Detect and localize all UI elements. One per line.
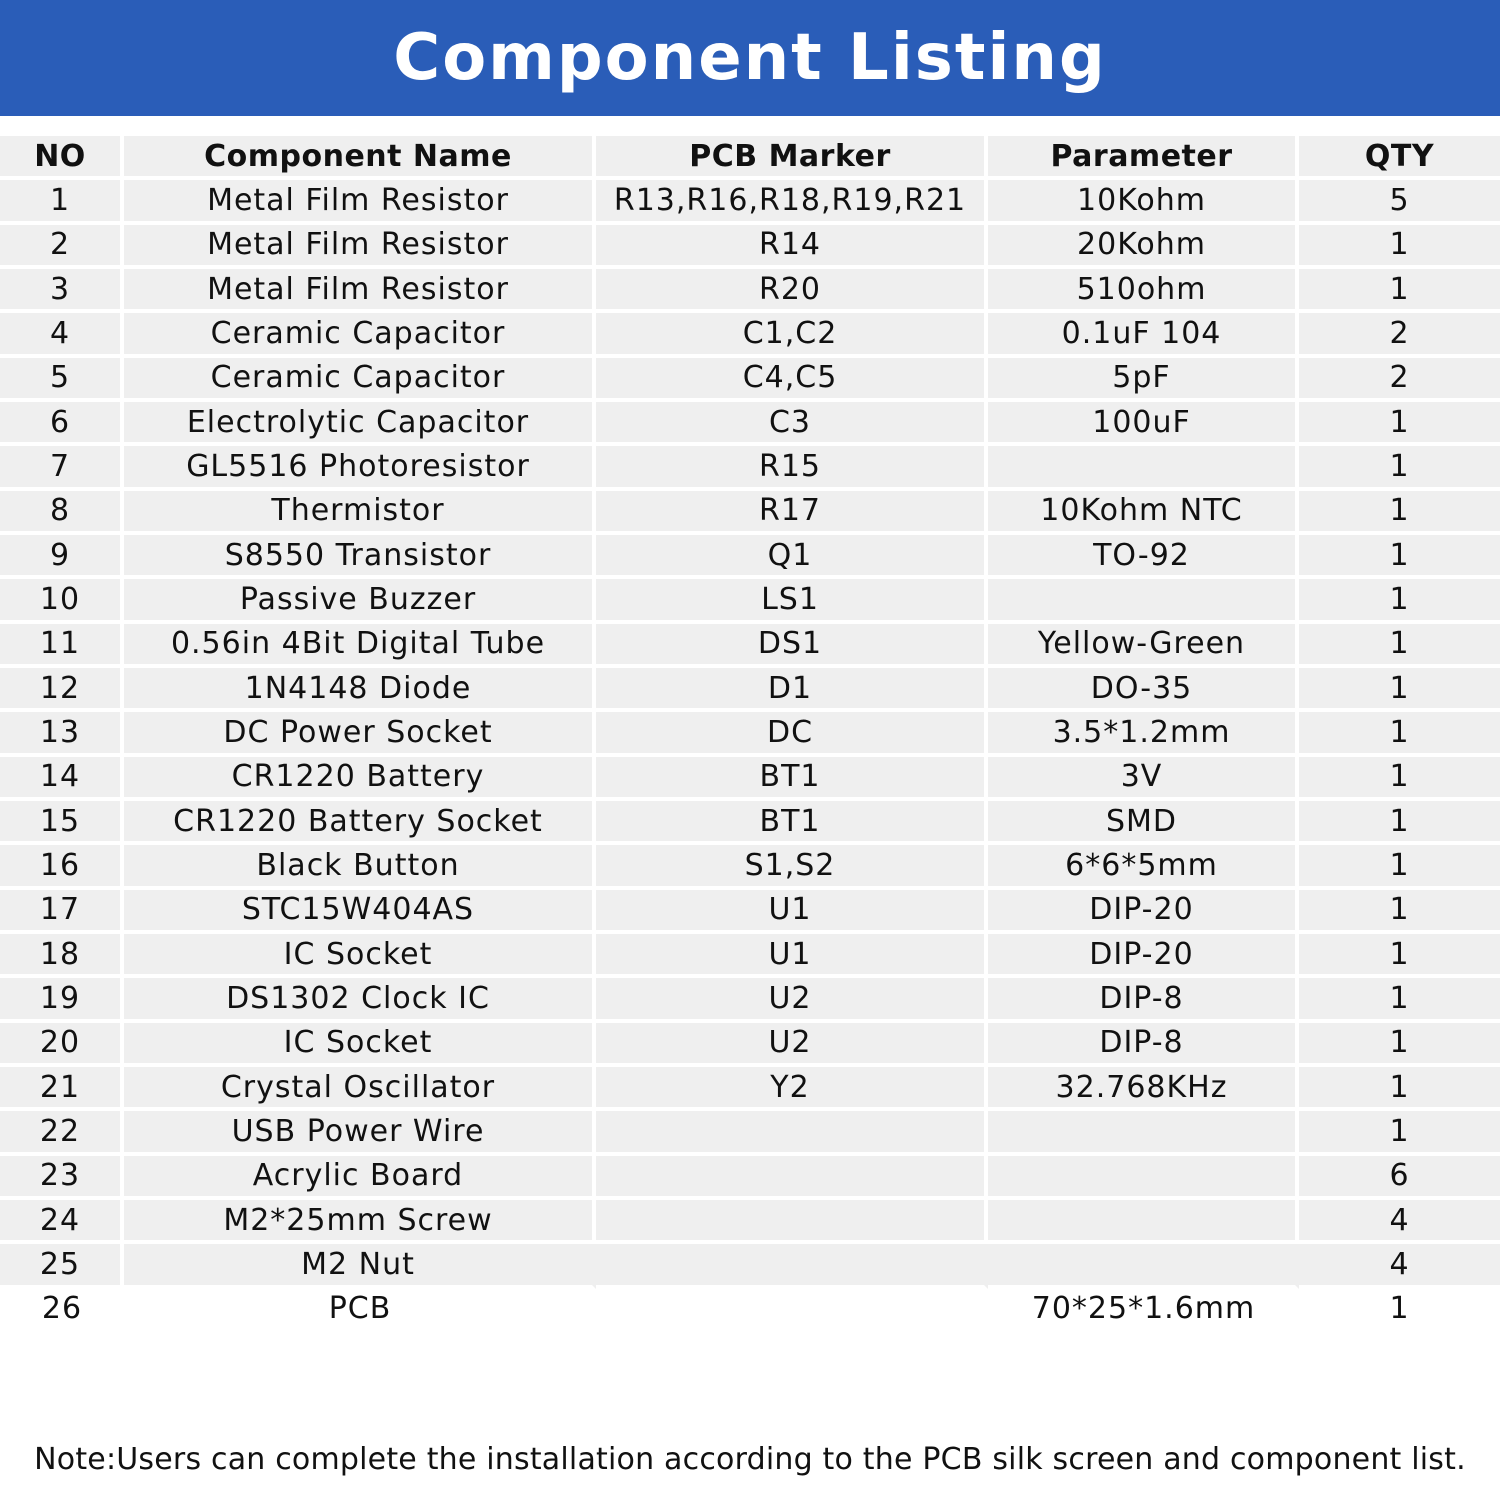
cell-no: 8 xyxy=(0,491,124,535)
cell-qty: 1 xyxy=(1299,934,1500,978)
cell-pcb-marker: D1 xyxy=(596,668,988,712)
cell-parameter xyxy=(988,1156,1299,1200)
cell-component-name: PCB xyxy=(124,1289,596,1333)
cell-no: 24 xyxy=(0,1200,124,1244)
cell-qty: 1 xyxy=(1299,225,1500,269)
cell-no: 10 xyxy=(0,579,124,623)
cell-parameter xyxy=(988,446,1299,490)
cell-qty: 1 xyxy=(1299,402,1500,446)
cell-parameter: 20Kohm xyxy=(988,225,1299,269)
cell-qty: 1 xyxy=(1299,801,1500,845)
cell-pcb-marker: R20 xyxy=(596,269,988,313)
cell-qty: 1 xyxy=(1299,845,1500,889)
cell-no: 9 xyxy=(0,535,124,579)
cell-component-name: USB Power Wire xyxy=(124,1111,596,1155)
table-row xyxy=(0,1200,1500,1244)
cell-pcb-marker: R14 xyxy=(596,225,988,269)
table-row xyxy=(0,180,1500,224)
cell-component-name: DS1302 Clock IC xyxy=(124,978,596,1022)
cell-pcb-marker: C1,C2 xyxy=(596,313,988,357)
cell-no: 5 xyxy=(0,358,124,402)
cell-no: 26 xyxy=(0,1289,124,1333)
cell-qty: 1 xyxy=(1299,757,1500,801)
installation-note: Note:Users can complete the installation according to the PCB silk screen and component list. xyxy=(34,1441,1466,1477)
cell-no: 14 xyxy=(0,757,124,801)
table-row xyxy=(0,1244,1500,1288)
cell-no: 25 xyxy=(0,1244,124,1288)
cell-component-name: Ceramic Capacitor xyxy=(124,313,596,357)
table-row xyxy=(0,579,1500,623)
cell-no: 6 xyxy=(0,402,124,446)
cell-no: 19 xyxy=(0,978,124,1022)
cell-qty: 1 xyxy=(1299,890,1500,934)
cell-qty: 1 xyxy=(1299,491,1500,535)
cell-parameter xyxy=(988,1111,1299,1155)
cell-parameter: DO-35 xyxy=(988,668,1299,712)
table-row xyxy=(0,624,1500,668)
cell-component-name: Black Button xyxy=(124,845,596,889)
table-row xyxy=(0,358,1500,402)
cell-parameter: TO-92 xyxy=(988,535,1299,579)
cell-qty: 5 xyxy=(1299,180,1500,224)
cell-no: 13 xyxy=(0,712,124,756)
cell-pcb-marker: S1,S2 xyxy=(596,845,988,889)
cell-component-name: IC Socket xyxy=(124,934,596,978)
cell-component-name: Crystal Oscillator xyxy=(124,1067,596,1111)
table-row xyxy=(0,402,1500,446)
table-row xyxy=(0,757,1500,801)
table-row xyxy=(0,890,1500,934)
cell-parameter: 510ohm xyxy=(988,269,1299,313)
cell-pcb-marker: U1 xyxy=(596,934,988,978)
table-body xyxy=(0,180,1500,1333)
cell-no: 18 xyxy=(0,934,124,978)
cell-pcb-marker xyxy=(596,1289,988,1333)
cell-component-name: Metal Film Resistor xyxy=(124,180,596,224)
cell-no: 17 xyxy=(0,890,124,934)
cell-qty: 1 xyxy=(1299,1289,1500,1333)
cell-pcb-marker: DC xyxy=(596,712,988,756)
cell-parameter: DIP-8 xyxy=(988,978,1299,1022)
cell-parameter xyxy=(988,579,1299,623)
table-row xyxy=(0,1156,1500,1200)
cell-component-name: Passive Buzzer xyxy=(124,579,596,623)
cell-no: 12 xyxy=(0,668,124,712)
cell-no: 22 xyxy=(0,1111,124,1155)
cell-parameter: 6*6*5mm xyxy=(988,845,1299,889)
cell-pcb-marker: DS1 xyxy=(596,624,988,668)
cell-component-name: Metal Film Resistor xyxy=(124,225,596,269)
cell-parameter xyxy=(988,1200,1299,1244)
header-pcb-marker: PCB Marker xyxy=(596,136,988,180)
cell-component-name: Ceramic Capacitor xyxy=(124,358,596,402)
cell-parameter: 3V xyxy=(988,757,1299,801)
cell-parameter: DIP-8 xyxy=(988,1023,1299,1067)
table-row xyxy=(0,712,1500,756)
table-row xyxy=(0,934,1500,978)
cell-no: 20 xyxy=(0,1023,124,1067)
cell-no: 11 xyxy=(0,624,124,668)
cell-no: 4 xyxy=(0,313,124,357)
cell-qty: 1 xyxy=(1299,978,1500,1022)
cell-pcb-marker: BT1 xyxy=(596,757,988,801)
cell-qty: 1 xyxy=(1299,446,1500,490)
cell-parameter: SMD xyxy=(988,801,1299,845)
table-row xyxy=(0,801,1500,845)
cell-parameter: 70*25*1.6mm xyxy=(988,1289,1299,1333)
cell-parameter: 3.5*1.2mm xyxy=(988,712,1299,756)
cell-no: 23 xyxy=(0,1156,124,1200)
cell-pcb-marker: U2 xyxy=(596,978,988,1022)
cell-qty: 2 xyxy=(1299,313,1500,357)
cell-parameter: 0.1uF 104 xyxy=(988,313,1299,357)
cell-component-name: 0.56in 4Bit Digital Tube xyxy=(124,624,596,668)
table-row xyxy=(0,269,1500,313)
cell-qty: 1 xyxy=(1299,1067,1500,1111)
cell-parameter: DIP-20 xyxy=(988,890,1299,934)
cell-parameter: 10Kohm NTC xyxy=(988,491,1299,535)
cell-component-name: IC Socket xyxy=(124,1023,596,1067)
table-row xyxy=(0,535,1500,579)
cell-pcb-marker: C4,C5 xyxy=(596,358,988,402)
cell-no: 3 xyxy=(0,269,124,313)
cell-qty: 1 xyxy=(1299,624,1500,668)
cell-qty: 1 xyxy=(1299,712,1500,756)
cell-pcb-marker xyxy=(596,1111,988,1155)
cell-pcb-marker: BT1 xyxy=(596,801,988,845)
table-row xyxy=(0,1067,1500,1111)
cell-no: 1 xyxy=(0,180,124,224)
cell-pcb-marker: R13,R16,R18,R19,R21 xyxy=(596,180,988,224)
cell-parameter: 100uF xyxy=(988,402,1299,446)
cell-qty: 4 xyxy=(1299,1244,1500,1288)
cell-no: 7 xyxy=(0,446,124,490)
cell-parameter: Yellow-Green xyxy=(988,624,1299,668)
cell-component-name: 1N4148 Diode xyxy=(124,668,596,712)
table-row xyxy=(0,313,1500,357)
cell-no: 2 xyxy=(0,225,124,269)
cell-qty: 1 xyxy=(1299,579,1500,623)
title-banner xyxy=(0,0,1500,116)
cell-component-name: M2 Nut xyxy=(124,1244,596,1288)
cell-pcb-marker: Y2 xyxy=(596,1067,988,1111)
cell-parameter: DIP-20 xyxy=(988,934,1299,978)
cell-qty: 6 xyxy=(1299,1156,1500,1200)
table-row xyxy=(0,1111,1500,1155)
cell-no: 16 xyxy=(0,845,124,889)
cell-no: 21 xyxy=(0,1067,124,1111)
header-component-name: Component Name xyxy=(124,136,596,180)
cell-component-name: Electrolytic Capacitor xyxy=(124,402,596,446)
component-table xyxy=(0,136,1500,1333)
component-table-container xyxy=(0,136,1500,1333)
table-row xyxy=(0,978,1500,1022)
cell-component-name: Metal Film Resistor xyxy=(124,269,596,313)
table-row xyxy=(0,491,1500,535)
cell-component-name: DC Power Socket xyxy=(124,712,596,756)
cell-qty: 2 xyxy=(1299,358,1500,402)
cell-pcb-marker: U2 xyxy=(596,1023,988,1067)
cell-qty: 4 xyxy=(1299,1200,1500,1244)
cell-component-name: CR1220 Battery Socket xyxy=(124,801,596,845)
cell-qty: 1 xyxy=(1299,1111,1500,1155)
cell-component-name: CR1220 Battery xyxy=(124,757,596,801)
table-header-row xyxy=(0,136,1500,180)
cell-parameter xyxy=(988,1244,1299,1288)
cell-parameter: 32.768KHz xyxy=(988,1067,1299,1111)
cell-component-name: M2*25mm Screw xyxy=(124,1200,596,1244)
cell-pcb-marker xyxy=(596,1156,988,1200)
cell-qty: 1 xyxy=(1299,668,1500,712)
cell-parameter: 5pF xyxy=(988,358,1299,402)
cell-pcb-marker: LS1 xyxy=(596,579,988,623)
cell-component-name: Acrylic Board xyxy=(124,1156,596,1200)
cell-qty: 1 xyxy=(1299,1023,1500,1067)
cell-pcb-marker: U1 xyxy=(596,890,988,934)
page-title: Component Listing xyxy=(393,21,1107,95)
cell-component-name: GL5516 Photoresistor xyxy=(124,446,596,490)
cell-pcb-marker xyxy=(596,1200,988,1244)
cell-component-name: S8550 Transistor xyxy=(124,535,596,579)
header-qty: QTY xyxy=(1299,136,1500,180)
cell-qty: 1 xyxy=(1299,269,1500,313)
table-row xyxy=(0,225,1500,269)
header-parameter: Parameter xyxy=(988,136,1299,180)
cell-parameter: 10Kohm xyxy=(988,180,1299,224)
table-row xyxy=(0,1289,1500,1333)
table-row xyxy=(0,1023,1500,1067)
table-row xyxy=(0,845,1500,889)
cell-pcb-marker: R17 xyxy=(596,491,988,535)
table-row xyxy=(0,668,1500,712)
cell-pcb-marker: Q1 xyxy=(596,535,988,579)
cell-pcb-marker: C3 xyxy=(596,402,988,446)
header-no: NO xyxy=(0,136,124,180)
cell-no: 15 xyxy=(0,801,124,845)
cell-pcb-marker: R15 xyxy=(596,446,988,490)
table-row xyxy=(0,446,1500,490)
cell-pcb-marker xyxy=(596,1244,988,1288)
cell-qty: 1 xyxy=(1299,535,1500,579)
cell-component-name: Thermistor xyxy=(124,491,596,535)
cell-component-name: STC15W404AS xyxy=(124,890,596,934)
